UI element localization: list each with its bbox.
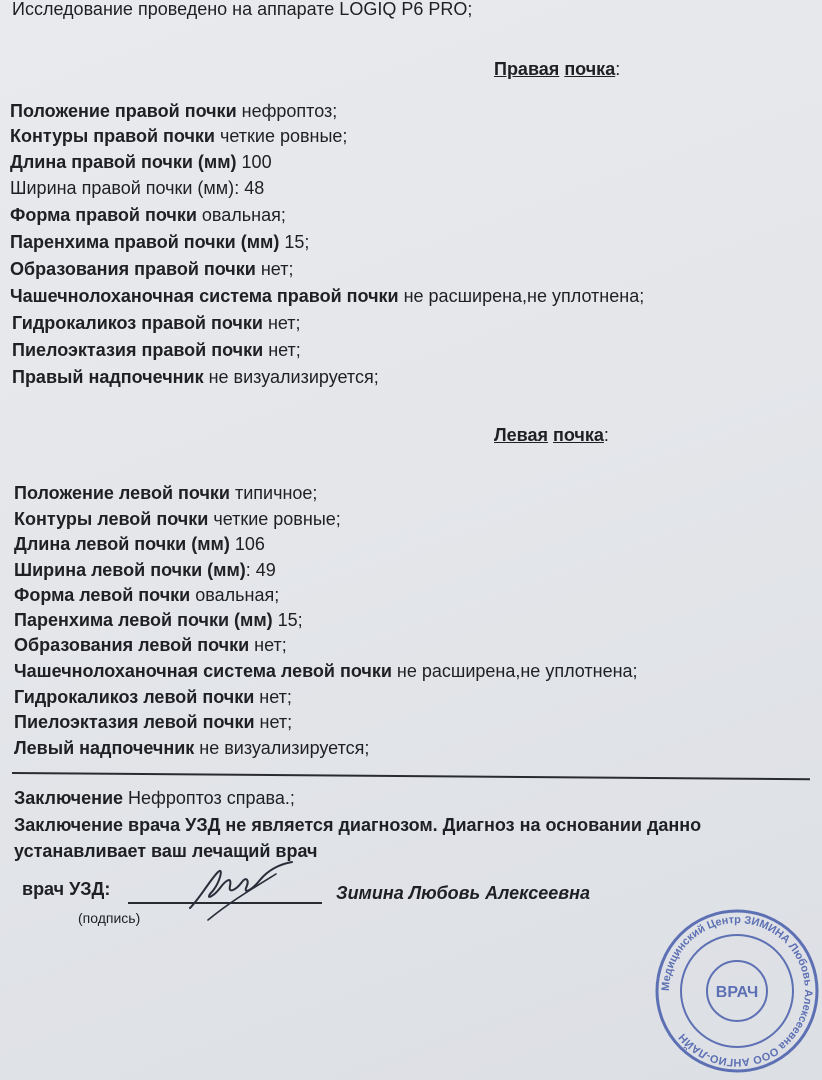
right-heading-word1: Правая xyxy=(494,59,560,79)
left-row-5 xyxy=(14,609,303,631)
row-label: Положение правой почки xyxy=(10,101,237,121)
stamp-center-text: ВРАЧ xyxy=(715,984,759,1001)
row-value: 15; xyxy=(279,232,310,252)
right-row-7 xyxy=(10,285,644,307)
row-label: Гидрокаликоз левой почки xyxy=(14,687,255,707)
row-label: Длина левой почки (мм) xyxy=(14,534,230,554)
row-value: нет; xyxy=(262,313,301,333)
row-value: не расширена,не уплотнена; xyxy=(398,286,645,306)
left-heading-word2: почка xyxy=(553,425,604,445)
row-label: Ширина левой почки (мм) xyxy=(14,560,246,580)
doctor-label: врач УЗД: xyxy=(22,879,111,899)
right-row-6 xyxy=(10,258,293,280)
row-value: 106 xyxy=(229,534,265,554)
row-label: Длина правой почки (мм) xyxy=(10,152,237,172)
right-row-5 xyxy=(10,231,309,253)
row-value: нет; xyxy=(255,259,294,279)
row-label: Форма правой почки xyxy=(10,205,197,225)
row-label: Правый надпочечник xyxy=(12,367,204,387)
row-value: овальная; xyxy=(190,585,280,605)
handwritten-signature xyxy=(180,850,320,930)
row-label: Положение левой почки xyxy=(14,483,230,503)
right-heading-word2: почка xyxy=(564,59,616,79)
left-row-2 xyxy=(14,533,265,555)
left-row-9 xyxy=(14,711,292,733)
row-label: Паренхима правой почки (мм) xyxy=(10,232,280,252)
row-value: 15; xyxy=(272,610,303,630)
row-label: Гидрокаликоз правой почки xyxy=(12,313,263,333)
left-row-10 xyxy=(14,737,369,759)
left-heading-colon: : xyxy=(603,425,609,445)
row-label: Образования правой почки xyxy=(10,259,256,279)
row-value: нет; xyxy=(249,635,287,655)
left-row-3 xyxy=(14,559,276,581)
conclusion-value: Нефроптоз справа.; xyxy=(123,788,295,808)
right-row-1 xyxy=(10,125,347,147)
row-value: нефроптоз; xyxy=(236,101,338,121)
row-value: овальная; xyxy=(196,205,286,225)
round-stamp xyxy=(652,906,822,1076)
right-row-0 xyxy=(10,100,337,122)
signature-caption: (подпись) xyxy=(78,910,141,926)
row-value: не визуализируется; xyxy=(203,367,379,387)
left-row-1 xyxy=(14,508,341,530)
device-text: Исследование проведено на аппарате LOGIQ P6 PRO; xyxy=(12,0,473,19)
right-row-9 xyxy=(12,339,301,361)
left-row-4 xyxy=(14,584,279,606)
row-value: : 49 xyxy=(245,560,276,580)
row-label: Левый надпочечник xyxy=(14,738,195,758)
row-label: Контуры правой почки xyxy=(10,126,215,146)
row-label: Форма левой почки xyxy=(14,585,191,605)
row-label: Контуры левой почки xyxy=(14,509,209,529)
doctor-name: Зимина Любовь Алексеевна xyxy=(336,883,591,903)
device-line xyxy=(12,0,472,20)
row-label: Чашечнолоханочная система левой почки xyxy=(14,661,392,681)
stamp-ring-text: Медицинский Центр ЗИМИНА Любовь Алексеевна ООО АНГИО-ЛАЙН xyxy=(659,913,815,1069)
row-value: нет; xyxy=(263,340,301,360)
right-row-3 xyxy=(10,177,264,199)
row-label: Пиелоэктазия левой почки xyxy=(14,712,255,732)
left-heading-word1: Левая xyxy=(494,425,548,445)
left-row-6 xyxy=(14,634,287,656)
row-value: четкие ровные; xyxy=(208,509,341,529)
row-value: четкие ровные; xyxy=(214,126,348,146)
right-kidney-heading xyxy=(494,58,620,80)
row-value: 100 xyxy=(236,152,272,172)
row-label: Ширина правой почки (мм) xyxy=(10,178,235,198)
row-label: Образования левой почки xyxy=(14,635,250,655)
row-value: нет; xyxy=(254,712,293,732)
disclaimer-line-1: Заключение врача УЗД не является диагнозом. Диагноз на основании данно xyxy=(14,815,702,835)
left-row-0 xyxy=(14,482,317,504)
row-label: Чашечнолоханочная система правой почки xyxy=(10,286,399,306)
row-value: нет; xyxy=(254,687,292,707)
disclaimer-line-2: устанавливает ваш лечащий врач xyxy=(14,841,318,861)
row-value: : 48 xyxy=(234,178,265,198)
row-value: не визуализируется; xyxy=(194,738,370,758)
left-row-7 xyxy=(14,660,638,682)
separator-line xyxy=(12,772,810,780)
row-label: Паренхима левой почки (мм) xyxy=(14,610,273,630)
right-row-10 xyxy=(12,366,379,388)
row-value: не расширена,не уплотнена; xyxy=(391,661,638,681)
right-row-4 xyxy=(10,204,286,226)
conclusion-line xyxy=(14,787,295,809)
right-row-2 xyxy=(10,151,272,173)
right-row-8 xyxy=(12,312,301,334)
right-heading-colon: : xyxy=(615,59,621,79)
row-value: типичное; xyxy=(229,483,318,503)
row-label: Пиелоэктазия правой почки xyxy=(12,340,264,360)
left-kidney-heading xyxy=(494,424,609,446)
left-row-8 xyxy=(14,686,292,708)
conclusion-label: Заключение xyxy=(14,788,124,808)
